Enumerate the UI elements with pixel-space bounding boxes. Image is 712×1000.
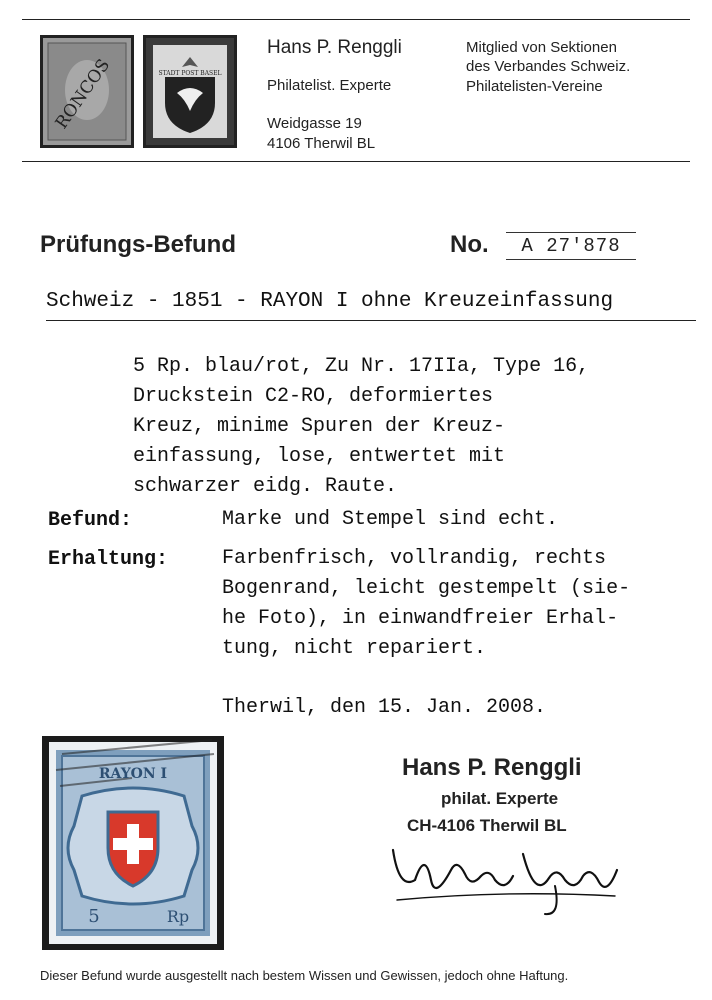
membership-line: Philatelisten-Vereine (466, 78, 603, 95)
stamp-expert-name: Hans P. Renggli (402, 754, 582, 781)
handwritten-signature (385, 830, 625, 920)
erhaltung-text: Farbenfrisch, vollrandig, rechts Bogenrand, leicht gestempelt (sie- he Foto), in einwandfreier Erhal- tung, nicht repariert. (222, 547, 631, 660)
certificate-title: Prüfungs-Befund (40, 231, 236, 258)
cancel-text: RONCOS (51, 55, 115, 133)
disclaimer: Dieser Befund wurde ausgestellt nach bestem Wissen und Gewissen, jedoch ohne Haftung. (40, 968, 569, 983)
place-date: Therwil, den 15. Jan. 2008. (222, 696, 547, 719)
stamp-expert-title: philat. Experte (441, 789, 559, 808)
stamp-description: 5 Rp. blau/rot, Zu Nr. 17IIa, Type 16, Druckstein C2-RO, deformiertes Kreuz, minime Spuren der Kreuz- einfassung, lose, entwertet mit schwarzer eidg. Raute. (133, 355, 590, 498)
expert-role: Philatelist. Experte (267, 77, 392, 94)
top-rule (22, 19, 690, 20)
certificate-number-label: No. (450, 231, 489, 258)
membership-line: des Verbandes Schweiz. (466, 58, 631, 75)
expert-name: Hans P. Renggli (267, 37, 402, 58)
expert-city: 4106 Therwil BL (267, 135, 376, 152)
stamp-value-left: 5 (88, 906, 100, 927)
certificate-number: A 27'878 (506, 232, 636, 260)
stamp-value-right: Rp (166, 907, 190, 926)
stamp-expert-location: CH-4106 Therwil BL (407, 816, 567, 835)
stamp-photo-title: RAYON I (98, 766, 168, 782)
erhaltung-label: Erhaltung: (48, 548, 169, 571)
expert-street: Weidgasse 19 (267, 115, 362, 132)
befund-label: Befund: (48, 509, 133, 532)
stamp-photo (42, 736, 224, 950)
stamp-legend: STADT POST BASEL (158, 70, 222, 77)
header-rule (22, 161, 690, 162)
membership-line: Mitglied von Sektionen (466, 39, 617, 56)
subject-underline (46, 320, 696, 321)
subject-line: Schweiz - 1851 - RAYON I ohne Kreuzeinfassung (46, 290, 614, 313)
stamp-thumbnail-right (143, 35, 237, 148)
stamp-thumbnail-left (40, 35, 134, 148)
befund-text: Marke und Stempel sind echt. (222, 508, 559, 531)
